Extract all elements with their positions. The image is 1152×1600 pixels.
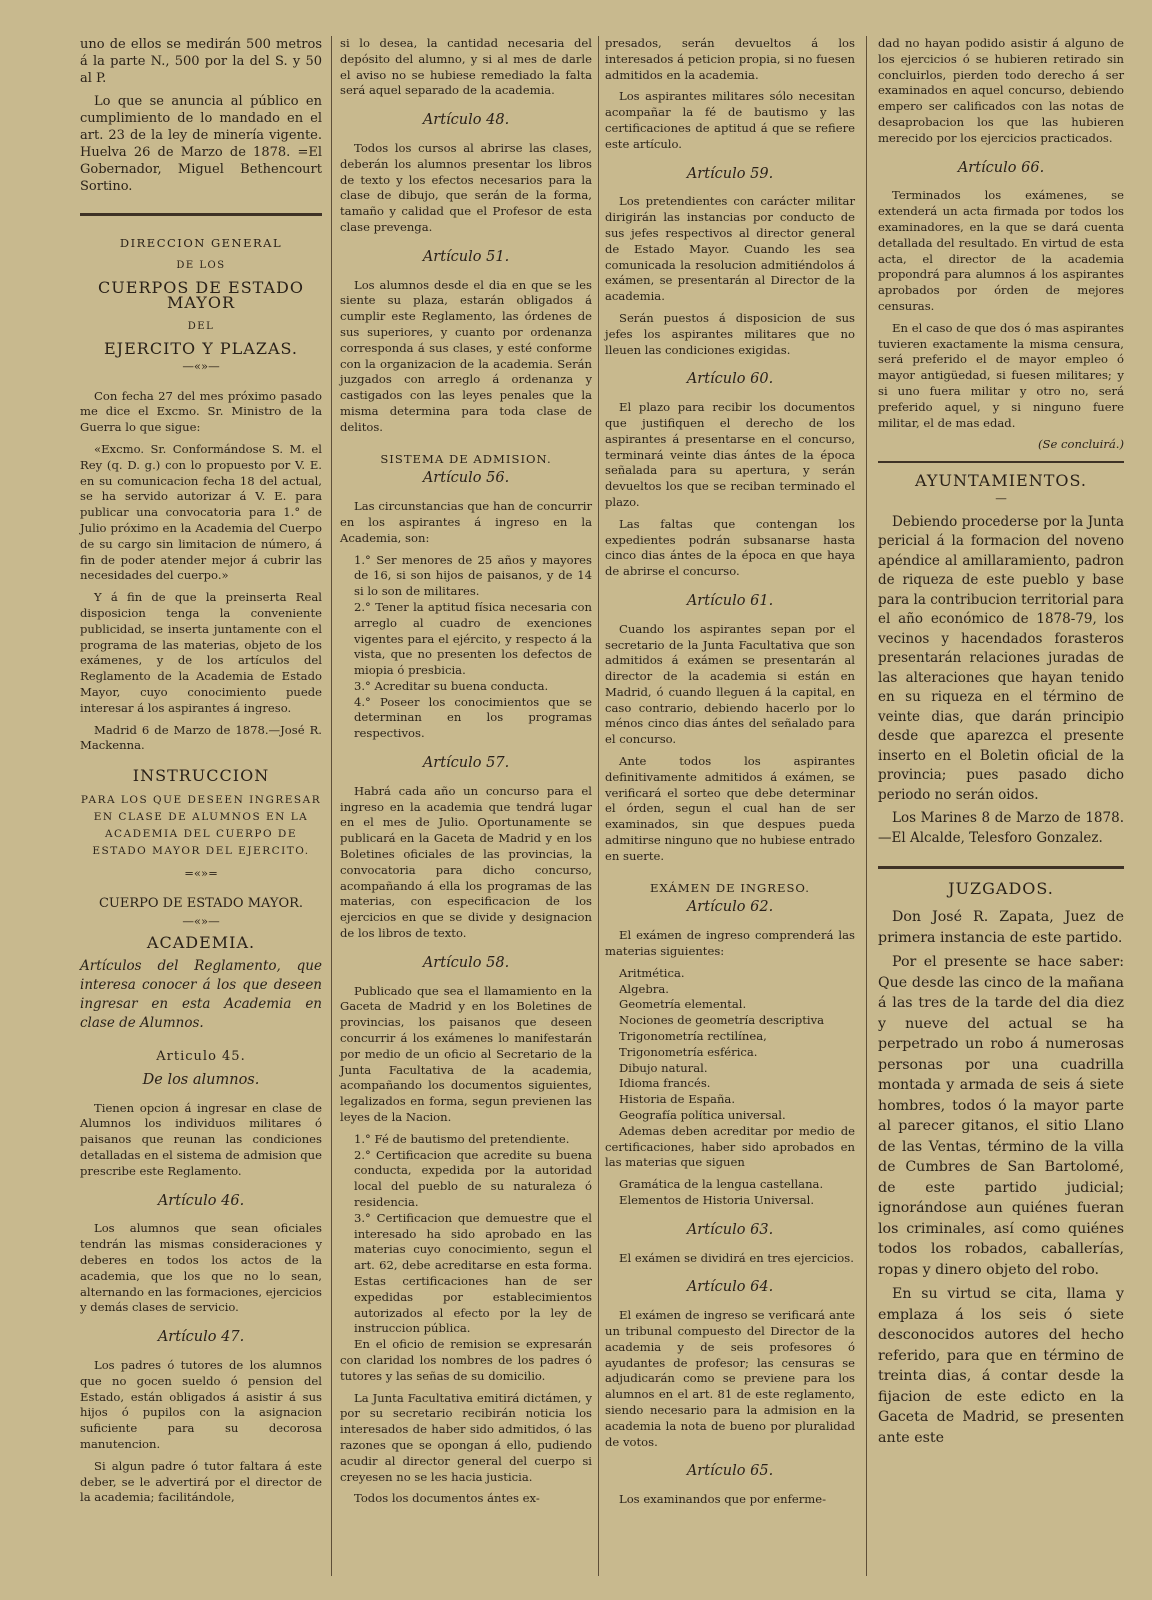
paragraph: Los Marines 8 de Marzo de 1878. —El Alcalde, Telesforo Gonzalez. [878, 810, 1124, 846]
article-heading: Artículo 62. [686, 899, 774, 916]
paragraph: Los examinandos que por enferme- [619, 1492, 827, 1507]
paragraph: Todos los documentos ántes ex- [354, 1491, 540, 1506]
article-heading: Artículo 61. [686, 592, 774, 609]
paragraph: Lo que se anuncia al público en cumplimiento de lo mandado en el art. 23 de la ley de minería vigente. Huelva 26 de Marzo de 1878. =El Gobernador, Miguel Bethencourt Sortino. [80, 94, 322, 194]
ornament: =«»= [184, 865, 218, 880]
paragraph: Don José R. Zapata, Juez de primera instancia de este partido. [878, 909, 1124, 946]
paragraph: Debiendo procederse por la Junta pericial á la formacion del noveno apéndice al amillaramiento, padron de riqueza de este pueblo y base para la contribucion territorial para el año económico de 1878-79, los vecinos y hacendados forasteros presentarán relaciones juradas de las alteraciones que hayan tenido en su riqueza en el término de veinte dias, que darán principio desde que aparezca el presente inserto en el Boletin oficial de la provincia; pues pasado dicho periodo no serán oidos. [878, 513, 1124, 803]
section-heading: EXÁMEN DE INGRESO. [650, 880, 810, 895]
paragraph: dad no hayan podido asistir á alguno de los ejercicios ó se hubieren retirado sin concluirlos, pierden todo derecho á ser examinados en aquel concurso, debiendo empero ser calificados con las notas de desaprobacion los que las hubieren merecido por los ejercicios practicados. [878, 36, 1124, 145]
article-subheading: De los alumnos. [142, 1071, 260, 1088]
paragraph: uno de ellos se medirán 500 metros á la parte N., 500 por la del S. y 50 al P. [80, 37, 322, 86]
paragraph: presados, serán devueltos á los interesados á peticion propia, si no fuesen admitidos en la academia. [605, 36, 855, 82]
paragraph: Publicado que sea el llamamiento en la Gaceta de Madrid y en los Boletines de provincias, los paisanos que deseen concurrir á los exámenes lo manifestarán por medio de un oficio al Secretario de la Junta Facultativa de la academia, acompañando los documentos siguientes, legalizados en forma, segun previenen las leyes de la Nacion. [340, 983, 592, 1125]
list-item: Geografía política universal. [619, 1108, 786, 1123]
ornament: —«»— [182, 358, 220, 373]
article-heading: Articulo 45. [156, 1049, 246, 1065]
paragraph: Los pretendientes con carácter militar dirigirán las instancias por conducto de sus jefes respectivos al director general de Estado Mayor. Cuando les sea comunicada la resolucion admitiéndolos á exámen, se presentarán al Director de la academia. [605, 194, 855, 304]
paragraph: «Excmo. Sr. Conformándose S. M. el Rey (q. D. g.) con lo propuesto por V. E. en su comunicacion fecha 18 del actual, se ha servido autorizar á V. E. para publicar una convocatoria para 1.° de Julio próximo en la Academia del Cuerpo de su cargo sin limitacion de número, á fin de poder atender mejor á cubrir las necesidades del cuerpo.» [80, 441, 322, 583]
article-heading: Artículo 46. [157, 1192, 245, 1209]
paragraph: En el caso de que dos ó mas aspirantes tuvieren exactamente la misma censura, será preferido el de mayor empleo ó mayor antigüedad, si fuesen militares; y si uno fuera militar y otro no, será preferido aquel, y si ninguno fuere militar, el de mas edad. [878, 320, 1124, 430]
paragraph: En su virtud se cita, llama y emplaza á los seis ó siete desconocidos autores del hecho referido, para que en término de treinta dias, á contar desde la fijacion de este edicto en la Gaceta de Madrid, se presenten ante este [878, 1286, 1124, 1446]
article-heading: Artículo 57. [422, 755, 510, 772]
paragraph: Ante todos los aspirantes definitivamente admitidos á exámen, se verificará el sorteo que debe determinar el órden, segun el cual han de ser examinados, sin que despues pueda admitirse ninguno que no hubiese entrado en suerte. [605, 754, 855, 863]
paragraph: Los alumnos desde el dia en que se les siente su plaza, estarán obligados á cumplir este Reglamento, las órdenes de sus superiores, y cuanto por ordenanza corresponda á sus clases, y esté conforme con la organizacion de la academia. Serán juzgados con arreglo á ordenanza y castigados con las leyes penales que la misma determina para toda clase de delitos. [340, 277, 592, 434]
list-item: Trigonometría esférica. [619, 1044, 758, 1059]
column-2 [340, 36, 592, 1513]
paragraph: Las circunstancias que han de concurrir en los aspirantes á ingreso en la Academia, son: [340, 499, 592, 545]
paragraph: La Junta Facultativa emitirá dictámen, y por su secretario recibirán noticia los interesados de haber sido admitidos, ó las razones que se opongan á ello, pudiendo acudir al director general del cuerpo si creyesen no se les hacia justicia. [340, 1390, 592, 1484]
list-item: Nociones de geometría descriptiva [619, 1013, 825, 1028]
paragraph: Con fecha 27 del mes próximo pasado me dice el Excmo. Sr. Ministro de la Guerra lo que sigue: [80, 388, 322, 435]
list-item: Algebra. [619, 981, 669, 996]
paragraph: Cuando los aspirantes sepan por el secretario de la Junta Facultativa que son admitidos á exámen se presentarán al director de la academia si están en Madrid, ó cuando lleguen á la capital, en caso contrario, debiendo hacerlo por lo ménos cinco dias ántes del señalado para el concurso. [605, 621, 855, 747]
section-heading: DE LOS [176, 259, 226, 271]
paragraph: Ademas deben acreditar por medio de certificaciones, haber sido aprobados en las materias que siguen [605, 1123, 855, 1170]
section-heading: CUERPO DE ESTADO MAYOR. [98, 895, 304, 911]
paragraph: Madrid 6 de Marzo de 1878.—José R. Mackenna. [80, 722, 322, 753]
paragraph: Las faltas que contengan los expedientes podrán subsanarse hasta cinco dias ántes de la época en que haya de abrirse el concurso. [605, 516, 855, 579]
paragraph: Los alumnos que sean oficiales tendrán las mismas consideraciones y deberes en todos los actos de la academia, que los que no lo sean, alternando en las formaciones, ejercicios y demás clases de servicio. [80, 1221, 322, 1315]
subheading: PARA LOS QUE DESEEN INGRESAR EN CLASE DE ALUMNOS EN LA ACADEMIA DEL CUERPO DE ESTADO MAYOR DEL EJERCITO. [80, 793, 322, 857]
section-rule [80, 213, 322, 216]
list-item: Aritmética. [619, 965, 685, 980]
list-item: Gramática de la lengua castellana. [619, 1177, 824, 1192]
list-item: Elementos de Historia Universal. [619, 1193, 815, 1207]
article-heading: Artículo 48. [422, 112, 510, 129]
paragraph: Los padres ó tutores de los alumnos que no gocen sueldo ó pension del Estado, están obligados á asistir á sus hijos ó pupilos con la asignacion suficiente para su decorosa manutencion. [80, 1358, 322, 1452]
paragraph: El exámen se dividirá en tres ejercicios. [619, 1250, 854, 1265]
article-heading: Artículo 63. [686, 1221, 774, 1238]
section-heading: CUERPOS DE ESTADO MAYOR [98, 277, 304, 313]
column-3 [605, 36, 855, 1514]
section-heading: AYUNTAMIENTOS. [915, 471, 1087, 491]
article-heading: Artículo 64. [686, 1279, 774, 1296]
list-item: Historia de España. [619, 1092, 736, 1107]
continuation-note: (Se concluirá.) [1038, 437, 1124, 452]
list-item: 3.° Acreditar su buena conducta. [354, 678, 549, 693]
column-1 [80, 36, 322, 1512]
section-heading: INSTRUCCION [132, 766, 270, 786]
paragraph: Los aspirantes militares sólo necesitan acompañar la fé de bautismo y las certificaciones de aptitud á que se refiere este artículo. [605, 89, 855, 151]
article-heading: Artículo 51. [422, 248, 510, 265]
list-item: 1.° Fé de bautismo del pretendiente. [354, 1131, 570, 1146]
paragraph: Habrá cada año un concurso para el ingreso en la academia que tendrá lugar en el mes de Julio. Oportunamente se publicará en la Gaceta de Madrid y en los Boletines oficiales de las provincias, la convocatoria para dicho concurso, acompañando á ella los programas de las materias, con especificacion de los ejercicios en que se divide y designacion de los libros de texto. [340, 783, 592, 941]
column-4 [878, 36, 1124, 1452]
column-divider [331, 36, 332, 1576]
paragraph: Por el presente se hace saber: Que desde las cinco de la mañana á las tres de la tarde del dia diez y nueve del actual se ha perpetrado un robo á numerosas personas por una cuadrilla montada y armada de seis á siete hombres, todos ó la mayor parte al parecer gitanos, el sitio Llano de las Ventas, término de la villa de Cumbres de San Bartolomé, de este partido judicial; ignorándose aun quiénes fueran los criminales, así como quiénes todos los robados, caballerías, ropas y dinero objeto del robo. [878, 954, 1124, 1278]
list-item: 2.° Certificacion que acredite su buena conducta, expedida por la autoridad local del pueblo de su naturaleza ó residencia. [354, 1147, 592, 1209]
paragraph: El plazo para recibir los documentos que justifiquen el derecho de los aspirantes á presentarse en el concurso, terminará veinte dias ántes de la época señalada para su apertura, y serán devueltos los que se reciban terminado el plazo. [605, 400, 855, 509]
list-item: 3.° Certificacion que demuestre que el interesado ha sido aprobado en las materias cuyo conocimiento, segun el art. 62, debe acreditarse en esta forma. Estas certificaciones han de ser expedidas por establecimientos autorizados al efecto por la ley de instruccion pública. [354, 1210, 592, 1336]
paragraph: Y á fin de que la preinserta Real disposicion tenga la conveniente publicidad, se inserta juntamente con el programa de las materias, objeto de los exámenes, y de los artículos del Reglamento de la Academia de Estado Mayor, cuyo conocimiento puede interesar á los aspirantes á ingreso. [80, 590, 322, 715]
list-item: 1.° Ser menores de 25 años y mayores de 16, si son hijos de paisanos, y de 14 si lo son de militares. [354, 552, 592, 599]
article-heading: Artículo 58. [422, 954, 510, 971]
list-item: 2.° Tener la aptitud física necesaria con arreglo al cuadro de exenciones vigentes para el ejército, y respecto á la vista, que no presenten los defectos de miopia ó presbicia. [354, 599, 592, 678]
list-item: Geometría elemental. [619, 997, 747, 1012]
list-item: Trigonometría rectilínea, [619, 1029, 767, 1044]
paragraph: Todos los cursos al abrirse las clases, deberán los alumnos presentar los libros de texto y los efectos necesarios para la clase de dibujo, que serán de la forma, tamaño y calidad que el Profesor de esta clase prevenga. [340, 140, 592, 234]
list-item: Idioma francés. [619, 1076, 711, 1091]
article-heading: Artículo 47. [157, 1329, 245, 1346]
section-heading: ACADEMIA. [146, 933, 256, 953]
paragraph: Si algun padre ó tutor faltara á este deber, se le advertirá por el director de la academia; facilitándole, [80, 1458, 322, 1505]
section-rule [878, 461, 1124, 463]
list-item: 4.° Poseer los conocimientos que se determinan en los programas respectivos. [354, 694, 592, 741]
paragraph: Serán puestos á disposicion de sus jefes los aspirantes militares que no lleuen las condiciones exigidas. [605, 310, 855, 357]
paragraph: si lo desea, la cantidad necesaria del depósito del alumno, y si al mes de darle el aviso no se hubiese remediado la falta será aquel separado de la academia. [340, 36, 592, 98]
section-heading: DEL [187, 321, 215, 333]
ornament: — [995, 490, 1007, 505]
list-item: Dibujo natural. [619, 1060, 708, 1075]
paragraph: El exámen de ingreso comprenderá las materias siguientes: [605, 928, 855, 959]
article-heading: Artículo 66. [957, 159, 1045, 176]
article-heading: Artículo 59. [686, 165, 774, 182]
section-heading: DIRECCION GENERAL [119, 236, 283, 250]
article-heading: Artículo 60. [686, 371, 774, 388]
column-divider [598, 36, 599, 1576]
paragraph: En el oficio de remision se expresarán con claridad los nombres de los padres ó tutores y las señas de su domicilio. [340, 1337, 592, 1383]
ornament: —«»— [182, 913, 220, 928]
paragraph: Tienen opcion á ingresar en clase de Alumnos los individuos militares ó paisanos que reunan las condiciones detalladas en el sistema de admision que prescribe este Reglamento. [80, 1100, 322, 1178]
article-heading: Artículo 56. [422, 470, 510, 487]
section-heading: EJERCITO Y PLAZAS. [104, 338, 298, 358]
section-heading: SISTEMA DE ADMISION. [380, 451, 552, 466]
column-divider [866, 36, 867, 1576]
section-heading: JUZGADOS. [948, 879, 1054, 899]
article-heading: Artículo 65. [686, 1463, 774, 1480]
paragraph: Terminados los exámenes, se extenderá un acta firmada por todos los examinadores, en la que se dará cuenta detallada del resultado. En virtud de esta acta, el director de la academia propondrá para alumnos á los aspirantes aprobados por órden de mejores censuras. [878, 188, 1124, 313]
section-rule [878, 866, 1124, 869]
paragraph: El exámen de ingreso se verificará ante un tribunal compuesto del Director de la academia y de seis profesores ó ayudantes de profesor; las censuras se adjudicarán como se previene para los alumnos en el art. 81 de este reglamento, siendo necesario para la admision en la academia la nota de bueno por pluralidad de votos. [605, 1308, 855, 1449]
intro-text: Artículos del Reglamento, que interesa conocer á los que deseen ingresar en esta Academia en clase de Alumnos. [80, 958, 322, 1032]
